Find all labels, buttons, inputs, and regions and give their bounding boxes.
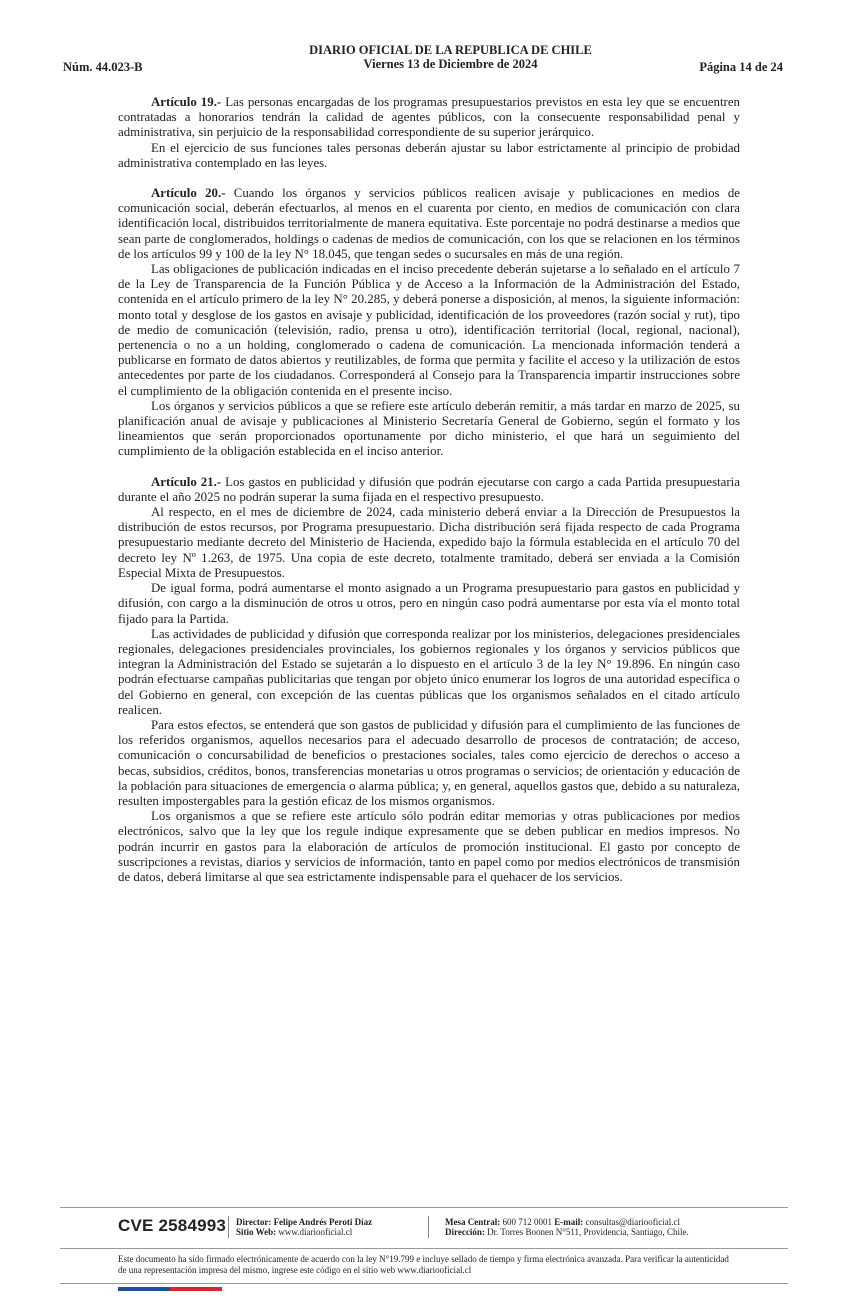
footer-separator [428,1216,429,1238]
email-label: E-mail: [554,1217,584,1227]
article-20-title: Artículo 20.- [151,186,226,201]
article-20-paragraph-3: Los órganos y servicios públicos a que se refiere este artículo deberán remitir, a más tardar en marzo de 2025, su planificación anual de avisaje y publicaciones al Ministerio Secretaría General de Gobierno, según el formato y los lineamientos que serán proporcionados oportunamente por dicho ministerio, el que hará un seguimiento del cumplimiento de la obligación establecida en el inciso anterior. [118,398,740,459]
article-19-paragraph-2: En el ejercicio de sus funciones tales personas deberán ajustar su labor estrictamente al principio de probidad administrativa contemplado en las leyes. [118,140,740,170]
signature-note: Este documento ha sido firmado electrónicamente de acuerdo con la ley N°19.799 e incluye sellado de tiempo y firma electrónica avanzada. Para verificar la autenticidad de una representación impresa del mismo, ingrese este código en el sitio web www.diariooficial.cl [118,1254,729,1275]
article-21-paragraph-2: Al respecto, en el mes de diciembre de 2024, cada ministerio deberá enviar a la Dirección de Presupuestos la distribución de estos recursos, por Programa presupuestario. Dicha distribución será fijada respecto de cada Programa presupuestario mediante decreto del Ministerio de Hacienda, expedido bajo la fórmula establecida en el artículo 70 del decreto ley Nº 1.263, de 1975. Una copia de este decreto, totalmente tramitado, deberá ser enviada a la Comisión Especial Mixta de Presupuestos. [118,505,740,580]
article-19-paragraph-1 [118,95,740,141]
header-center [118,43,783,71]
newspaper-title: DIARIO OFICIAL DE LA REPUBLICA DE CHILE [309,43,592,57]
direccion-value: Dr. Torres Boonen N°511, Providencia, Santiago, Chile. [487,1227,689,1237]
document-body [118,95,740,885]
director-name: Felipe Andrés Peroti Díaz [273,1217,373,1227]
article-20-paragraph-1 [118,186,740,262]
flag-red-stripe [170,1287,222,1291]
article-19-title: Artículo 19.- [151,95,222,109]
email-link[interactable]: consultas@diariooficial.cl [585,1217,680,1227]
cve-code: CVE 2584993 [118,1216,227,1235]
issue-date: Viernes 13 de Diciembre de 2024 [363,57,538,71]
issue-number: Núm. 44.023-B [63,60,143,74]
page-footer [118,1214,738,1244]
flag-blue-stripe [118,1287,170,1291]
article-21-paragraph-5: Para estos efectos, se entenderá que son gastos de publicidad y difusión para el cumplimiento de las funciones de los referidos organismos, aquellos necesarios para el adecuado desarrollo de procesos de contratación; de acceso, comunicación o concursabilidad de beneficios o prestaciones sociales, tales como ejercicio de derechos o acceso a becas, subsidios, créditos, bonos, transferencias monetarias u otros programas o servicios; de orientación y educación de la población para situaciones de emergencia o alarma pública; y, en general, aquellos gastos que, debido a su naturaleza, resulten impostergables para la gestión eficaz de los mismos organismos. [118,717,740,808]
director-label: Director: [236,1217,272,1227]
paragraph-text: Las personas encargadas de los programas presupuestarios previstos en esta ley que se encuentren contratadas a honorarios tendrán la calidad de agentes públicos, con la consecuente responsabilidad penal y administrativa, sin perjuicio de la responsabilidad correspondiente de su superior jerárquico. [118,95,740,140]
article-21-title: Artículo 21.- [151,474,222,489]
paragraph-text: Los gastos en publicidad y difusión que podrán ejecutarse con cargo a cada Partida presupuestaria durante el año 2025 no podrán superar la suma fijada en el respectivo presupuesto. [118,474,740,504]
footer-middle-divider [60,1248,788,1249]
footer-top-divider [60,1207,788,1208]
mesa-phone: 600 712 0001 [502,1217,552,1227]
web-link[interactable]: www.diariooficial.cl [278,1227,353,1237]
page-number: Página 14 de 24 [699,60,783,74]
article-21-paragraph-3: De igual forma, podrá aumentarse el monto asignado a un Programa presupuestario para gastos en publicidad y difusión, con cargo a la disminución de otros u otros, pero en ningún caso podrá aumentarse por esta vía el monto total fijado para la Partida. [118,581,740,626]
footer-director-block [236,1217,372,1237]
article-21-paragraph-6: Los organismos a que se refiere este artículo sólo podrán editar memorias y otras publicaciones por medios electrónicos, salvo que la ley que los regule indique expresamente que se deben publicar en medios impresos. No podrán incurrir en gastos para la elaboración de artículos de promoción institucional. El gasto por concepto de suscripciones a revistas, diarios y servicios de información, tanto en papel como por medios electrónicos de transmisión de datos, deberá limitarse al que sea estrictamente indispensable para el quehacer de los servicios. [118,809,740,884]
article-21-paragraph-4: Las actividades de publicidad y difusión que corresponda realizar por los ministerios, delegaciones presidenciales regionales, delegaciones presidenciales provinciales, los gobiernos regionales y los órganos y servicios públicos que integran la Administración del Estado se sujetarán a lo dispuesto en el artículo 3 de la ley N° 19.896. En ningún caso podrán efectuarse campañas publicitarias que tengan por objeto único enumerar los logros de una autoridad específica o del Gobierno en general, con excepción de las cuentas públicas que los organismos señalados en el citado artículo realicen. [118,626,740,717]
page-header [63,43,783,77]
web-label: Sitio Web: [236,1227,277,1237]
footer-separator [228,1216,229,1238]
paragraph-text: Cuando los órganos y servicios públicos realicen avisaje y publicaciones en medios de comunicación social, deberán efectuarlos, al menos en el cuarenta por ciento, en medios de comunicación con clara identificación local, distribuidos territorialmente de manera equitativa. Este porcentaje no podrá destinarse a medios que sean parte de conglomerados, holdings o cadenas de medios de comunicación, con los que se relacionen en los términos de los artículos 99 y 100 de la ley N° 18.045, que tengan sedes o sucursales en más de una región. [118,186,741,261]
article-21-paragraph-1 [118,475,740,505]
footer-contact-block [445,1217,689,1237]
article-20-paragraph-2: Las obligaciones de publicación indicadas en el inciso precedente deberán sujetarse a lo señalado en el artículo 7 de la Ley de Transparencia de la Función Pública y de Acceso a la Información de la Administración del Estado, contenida en el artículo primero de la ley N° 20.285, y deberá ponerse a disposición, al menos, la siguiente información: monto total y desglose de los gastos en avisaje y publicidad, identificación de los proveedores (razón social y rut), tipo de medio de comunicación (televisión, radio, prensa u otro), identificación territorial (local, regional, nacional), pertenencia o no a un holding, conglomerado o cadena de comunicación. La mencionada información tenderá a publicarse en formato de datos abiertos y reutilizables, de forma que permita y facilite el acceso y la utilización de estos antecedentes por parte de los ciudadanos. Corresponderá al Consejo para la Transparencia impartir instrucciones sobre el cumplimiento de la obligación contenida en el presente inciso. [118,262,740,398]
direccion-label: Dirección: [445,1227,485,1237]
footer-bottom-divider [60,1283,788,1284]
mesa-label: Mesa Central: [445,1217,501,1227]
